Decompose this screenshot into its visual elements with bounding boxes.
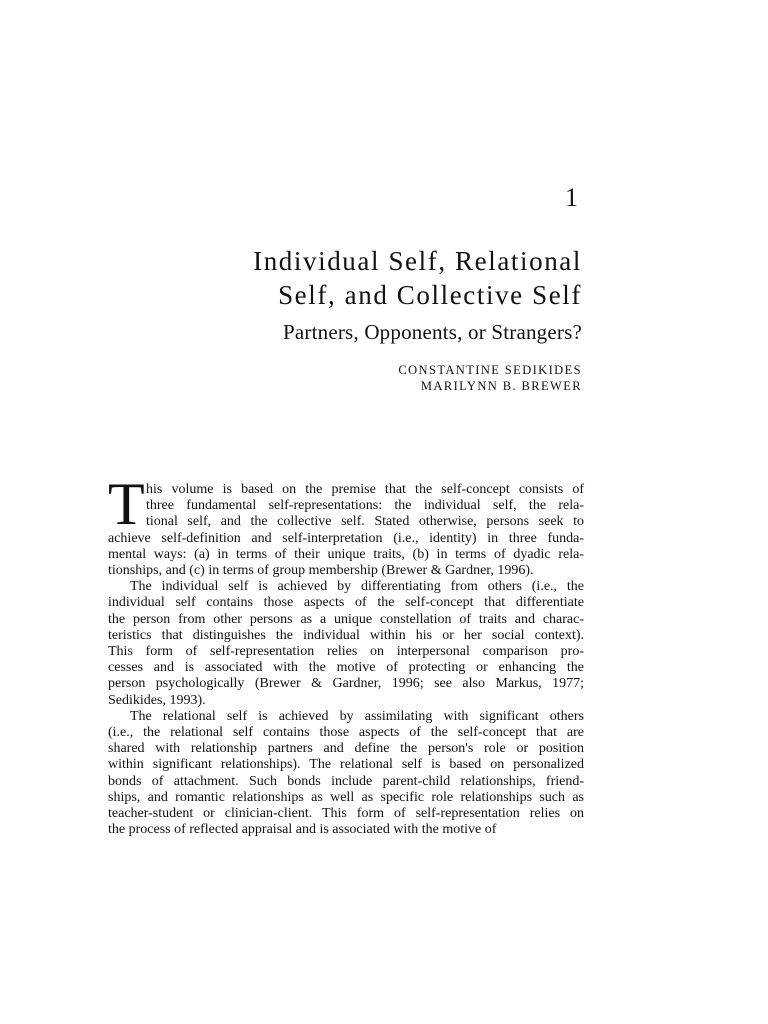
body-line: Sedikides, 1993). — [108, 692, 206, 708]
author-list — [398, 362, 582, 394]
body-line: person psychologically (Brewer & Gardner, 1996; see also Markus, 1977; — [108, 676, 584, 692]
body-line: (i.e., the relational self contains those aspects of the self-concept that are — [108, 725, 584, 741]
body-line: teacher-student or clinician-client. This form of self-representation relies on — [108, 806, 584, 822]
body-line: The individual self is achieved by differentiating from others (i.e., the — [130, 579, 584, 595]
chapter-title-line-2: Self, and Collective Self — [278, 280, 582, 310]
body-line: within significant relationships). The relational self is based on personalized — [108, 757, 584, 773]
body-line: his volume is based on the premise that the self-concept consists of — [146, 482, 584, 497]
body-line: This form of self-representation relies on interpersonal comparison pro- — [108, 644, 584, 660]
body-line: bonds of attachment. Such bonds include parent-child relationships, friend- — [108, 773, 584, 789]
chapter-number: 1 — [565, 183, 578, 212]
body-line: the person from other persons as a unique constellation of traits and charac- — [108, 611, 584, 627]
chapter-subtitle: Partners, Opponents, or Strangers? — [283, 320, 582, 344]
body-line: tional self, and the collective self. Stated otherwise, persons seek to — [146, 514, 584, 530]
body-line: three fundamental self-representations: the individual self, the rela- — [146, 498, 584, 514]
body-line: shared with relationship partners and define the person's role or position — [108, 741, 584, 757]
body-line: the process of reflected appraisal and is associated with the motive of — [108, 822, 497, 838]
drop-cap: T — [108, 471, 145, 537]
body-line: teristics that distinguishes the individual within his or her social context). — [108, 627, 584, 643]
body-line: achieve self-definition and self-interpretation (i.e., identity) in three funda- — [108, 530, 584, 546]
body-line: ships, and romantic relationships as well as specific role relationships such as — [108, 789, 584, 805]
body-text — [108, 482, 584, 838]
body-line: mental ways: (a) in terms of their unique traits, (b) in terms of dyadic rela- — [108, 546, 584, 562]
chapter-title-line-1: Individual Self, Relational — [253, 246, 582, 276]
body-line: individual self contains those aspects of the self-concept that differentiate — [108, 595, 584, 611]
author-name: MARILYNN B. BREWER — [420, 379, 582, 393]
chapter-title-block — [102, 244, 582, 345]
author-name: CONSTANTINE SEDIKIDES — [398, 363, 582, 377]
body-line: The relational self is achieved by assimilating with significant others — [130, 708, 584, 724]
body-line: cesses and is associated with the motive of protecting or enhancing the — [108, 660, 584, 676]
body-line: tionships, and (c) in terms of group membership (Brewer & Gardner, 1996). — [108, 563, 534, 579]
